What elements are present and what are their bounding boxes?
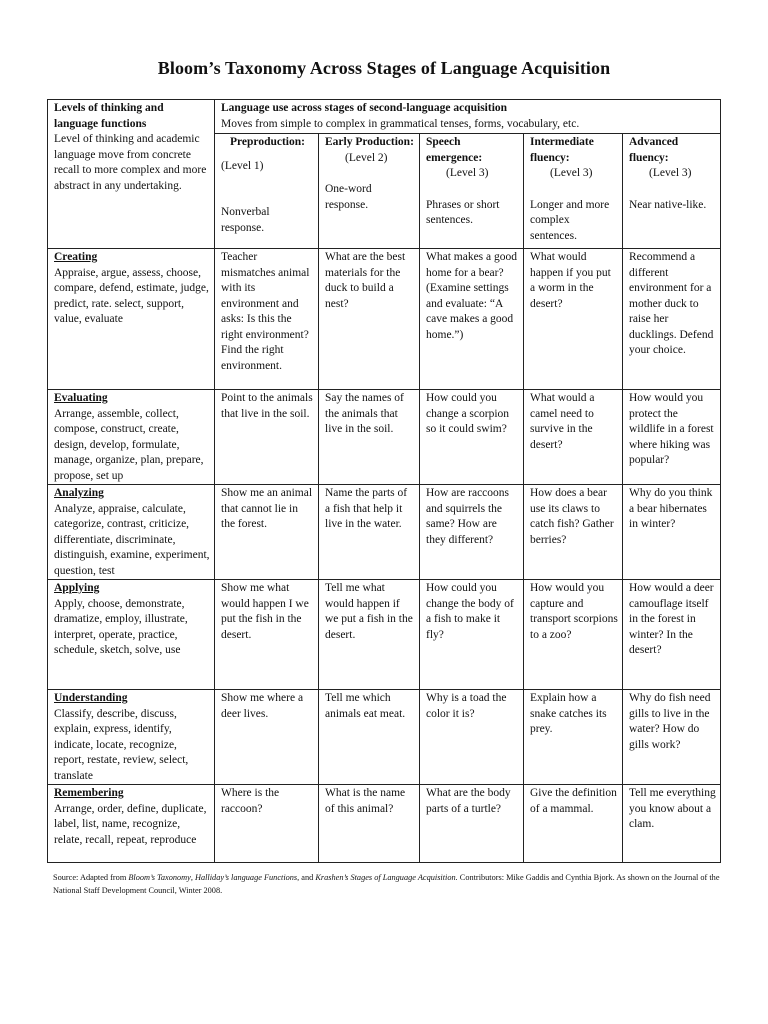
example-cell: Point to the animals that live in the soil. (215, 390, 319, 485)
example-cell: How does a bear use its claws to catch fish? Gather berries? (524, 485, 623, 580)
level-cell-remembering (48, 785, 215, 863)
stage-title: Advanced fluency: (629, 136, 679, 164)
stages-span-desc: Moves from simple to complex in grammatical tenses, forms, vocabulary, etc. (221, 117, 580, 130)
stage-cell-early-production (319, 134, 420, 249)
source-work-krashen: Krashen’s Stages of Language Acquisition. (315, 873, 458, 882)
stage-desc: One-word response. (325, 183, 372, 211)
example-cell: What are the best materials for the duck to build a nest? (319, 249, 420, 390)
source-prefix: Source: Adapted from (53, 873, 129, 882)
stage-cell-speech-emergence (420, 134, 524, 249)
level-verbs: Apply, choose, demonstrate, dramatize, employ, illustrate, interpret, operate, practice, schedule, sketch, solve, use (54, 597, 188, 656)
levels-header-desc: Level of thinking and academic language move from concrete recall to more complex and more abstract in any undertaking. (54, 133, 207, 192)
level-cell-creating (48, 249, 215, 390)
level-name: Analyzing (54, 487, 104, 499)
stage-title: Preproduction: (230, 136, 305, 149)
example-cell: Tell me everything you know about a clam. (623, 785, 721, 863)
levels-header-cell (48, 100, 215, 249)
stage-desc: Nonverbal response. (221, 206, 270, 234)
example-cell: Show me where a deer lives. (215, 690, 319, 785)
stage-title: Intermediate fluency: (530, 136, 594, 164)
level-name: Applying (54, 582, 100, 594)
level-verbs: Analyze, appraise, calculate, categorize, contrast, criticize, differentiate, discriminate, distinguish, examine, experiment, question, test (54, 502, 210, 577)
example-cell: Show me what would happen I we put the fish in the desert. (215, 580, 319, 690)
example-cell: How could you change the body of a fish to make it fly? (420, 580, 524, 690)
example-cell: Why do fish need gills to live in the water? How do gills work? (623, 690, 721, 785)
level-name: Understanding (54, 692, 128, 704)
example-cell: Where is the raccoon? (215, 785, 319, 863)
source-work-halliday: Halliday’s language Functions (194, 873, 298, 882)
example-cell: How would you protect the wildlife in a forest where hiking was popular? (623, 390, 721, 485)
example-cell: Give the definition of a mammal. (524, 785, 623, 863)
table-row (48, 485, 721, 580)
source-suffix: Contributors: Mike Gaddis and Cynthia Bjork. As shown on the Journal of the National Staff Development Council, Winter 2008. (53, 873, 720, 895)
example-cell: How would a deer camouflage itself in the forest in winter? In the desert? (623, 580, 721, 690)
level-verbs: Arrange, assemble, collect, compose, construct, create, design, develop, formulate, manage, organize, plan, prepare, propose, set up (54, 407, 204, 482)
level-cell-applying (48, 580, 215, 690)
stage-level: (Level 2) (345, 151, 388, 164)
stage-level: (Level 1) (221, 159, 264, 172)
stages-span-title: Language use across stages of second-language acquisition (221, 102, 508, 114)
taxonomy-table (47, 99, 721, 863)
example-cell: Tell me what would happen if we put a fish in the desert. (319, 580, 420, 690)
stage-level: (Level 3) (649, 167, 692, 180)
level-verbs: Classify, describe, discuss, explain, express, identify, indicate, locate, recognize, report, restate, review, select, translate (54, 707, 189, 782)
example-cell: What would happen if you put a worm in the desert? (524, 249, 623, 390)
source-sep: , and (297, 873, 316, 882)
example-cell: Say the names of the animals that live in the soil. (319, 390, 420, 485)
example-cell: What is the name of this animal? (319, 785, 420, 863)
stages-span-header (215, 100, 721, 134)
level-name: Evaluating (54, 392, 108, 404)
example-cell: Name the parts of a fish that help it live in the water. (319, 485, 420, 580)
stage-desc: Phrases or short sentences. (426, 198, 500, 227)
stage-title: Early Production: (325, 136, 414, 149)
example-cell: Tell me which animals eat meat. (319, 690, 420, 785)
example-cell: How are raccoons and squirrels the same? How are they different? (420, 485, 524, 580)
example-cell: What would a camel need to survive in the desert? (524, 390, 623, 485)
example-cell: Why do you think a bear hibernates in winter? (623, 485, 721, 580)
example-cell: Recommend a different environment for a mother duck to raise her ducklings. Defend your choice. (623, 249, 721, 390)
stage-title: Speech emergence: (426, 136, 483, 164)
levels-header-title: Levels of thinking and language functions (54, 102, 164, 130)
stage-desc: Near native-like. (629, 198, 707, 211)
example-cell: Show me an animal that cannot lie in the forest. (215, 485, 319, 580)
example-cell: Explain how a snake catches its prey. (524, 690, 623, 785)
table-row (48, 390, 721, 485)
source-note (53, 872, 721, 897)
example-cell: What makes a good home for a bear? (Examine settings and evaluate: “A cave makes a good home.”) (420, 249, 524, 390)
level-cell-evaluating (48, 390, 215, 485)
example-cell: How could you change a scorpion so it could swim? (420, 390, 524, 485)
header-row (48, 100, 721, 134)
example-cell: How would you capture and transport scorpions to a zoo? (524, 580, 623, 690)
source-work-blooms: Bloom’s Taxonomy (128, 873, 191, 882)
stage-level: (Level 3) (550, 167, 593, 180)
stage-cell-intermediate-fluency (524, 134, 623, 249)
level-cell-understanding (48, 690, 215, 785)
level-name: Remembering (54, 787, 124, 799)
example-cell: Why is a toad the color it is? (420, 690, 524, 785)
table-row (48, 690, 721, 785)
table-row (48, 785, 721, 863)
stage-desc: Longer and more complex sentences. (530, 198, 610, 242)
level-name: Creating (54, 251, 98, 263)
stage-cell-preproduction (215, 134, 319, 249)
example-cell: What are the body parts of a turtle? (420, 785, 524, 863)
level-verbs: Appraise, argue, assess, choose, compare, defend, estimate, judge, predict, rate. select, support, value, evaluate (54, 266, 209, 325)
level-verbs: Arrange, order, define, duplicate, label, list, name, recognize, relate, recall, repeat, reproduce (54, 802, 207, 846)
stage-cell-advanced-fluency (623, 134, 721, 249)
level-cell-analyzing (48, 485, 215, 580)
example-cell: Teacher mismatches animal with its environment and asks: Is this the right environment? Find the right environment. (215, 249, 319, 390)
source-sep: , (190, 873, 195, 882)
table-row (48, 249, 721, 390)
page-title: Bloom’s Taxonomy Across Stages of Language Acquisition (157, 58, 611, 78)
table-row (48, 580, 721, 690)
stage-level: (Level 3) (446, 167, 489, 180)
